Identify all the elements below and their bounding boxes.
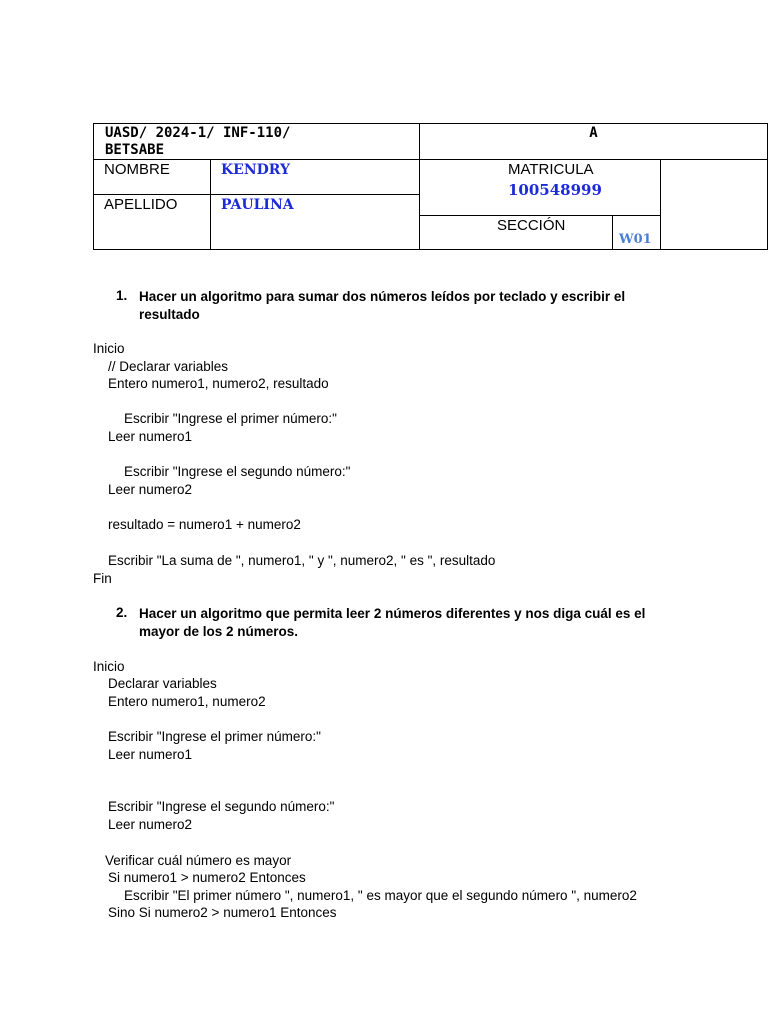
course-cell xyxy=(93,123,420,160)
course-text: UASD/ 2024-1/ INF-110/ BETSABE xyxy=(105,125,291,158)
code-line: Escribir "Ingrese el primer número:" xyxy=(124,411,337,426)
q2-number: 2. xyxy=(116,605,128,620)
code-line: Inicio xyxy=(93,659,125,674)
seccion-label-cell xyxy=(419,215,613,250)
code-line: Inicio xyxy=(93,341,125,356)
code-line: Leer numero2 xyxy=(108,482,193,497)
nombre-value-cell xyxy=(210,159,420,195)
nombre-label: NOMBRE xyxy=(104,161,170,178)
code-line: Escribir "Ingrese el segundo número:" xyxy=(124,464,351,479)
code-line: Escribir "El primer número ", numero1, " es mayor que el segundo número ", numero2 xyxy=(124,888,637,903)
code-line: Entero numero1, numero2 xyxy=(108,694,266,709)
apellido-label-cell xyxy=(93,194,211,250)
group-cell xyxy=(419,123,768,160)
code-line: Leer numero1 xyxy=(108,747,193,762)
seccion-label: SECCIÓN xyxy=(497,217,566,234)
group-text: A xyxy=(589,125,598,141)
q1-number: 1. xyxy=(116,288,128,303)
code-line: Verificar cuál número es mayor xyxy=(105,853,292,868)
code-line: Escribir "La suma de ", numero1, " y ", numero2, " es ", resultado xyxy=(108,553,496,568)
seccion-value: W01 xyxy=(619,232,652,247)
code-line: Leer numero2 xyxy=(108,817,193,832)
code-line: Fin xyxy=(93,571,112,586)
code-line: Leer numero1 xyxy=(108,429,193,444)
seccion-value-cell xyxy=(612,215,661,250)
code-line: Entero numero1, numero2, resultado xyxy=(108,376,329,391)
matricula-value: 100548999 xyxy=(508,181,602,199)
code-line: // Declarar variables xyxy=(108,359,229,374)
side-empty-cell xyxy=(660,159,768,250)
apellido-value-cell xyxy=(210,194,420,250)
nombre-value: KENDRY xyxy=(221,162,290,178)
code-line: Declarar variables xyxy=(108,676,217,691)
code-line: Sino Si numero2 > numero1 Entonces xyxy=(108,905,337,920)
matricula-cell xyxy=(419,159,661,216)
header-table xyxy=(93,123,768,250)
matricula-label: MATRICULA xyxy=(508,161,594,178)
q2-text: Hacer un algoritmo que permita leer 2 números diferentes y nos diga cuál es el mayor de los 2 números. xyxy=(139,606,646,639)
apellido-value: PAULINA xyxy=(221,197,294,213)
code-line: Si numero1 > numero2 Entonces xyxy=(108,870,306,885)
code-line: Escribir "Ingrese el segundo número:" xyxy=(108,799,335,814)
nombre-label-cell xyxy=(93,159,211,195)
code-line: Escribir "Ingrese el primer número:" xyxy=(108,729,321,744)
code-line: resultado = numero1 + numero2 xyxy=(108,517,301,532)
apellido-label: APELLIDO xyxy=(104,196,178,213)
q1-text: Hacer un algoritmo para sumar dos números leídos por teclado y escribir el resultado xyxy=(139,289,626,322)
